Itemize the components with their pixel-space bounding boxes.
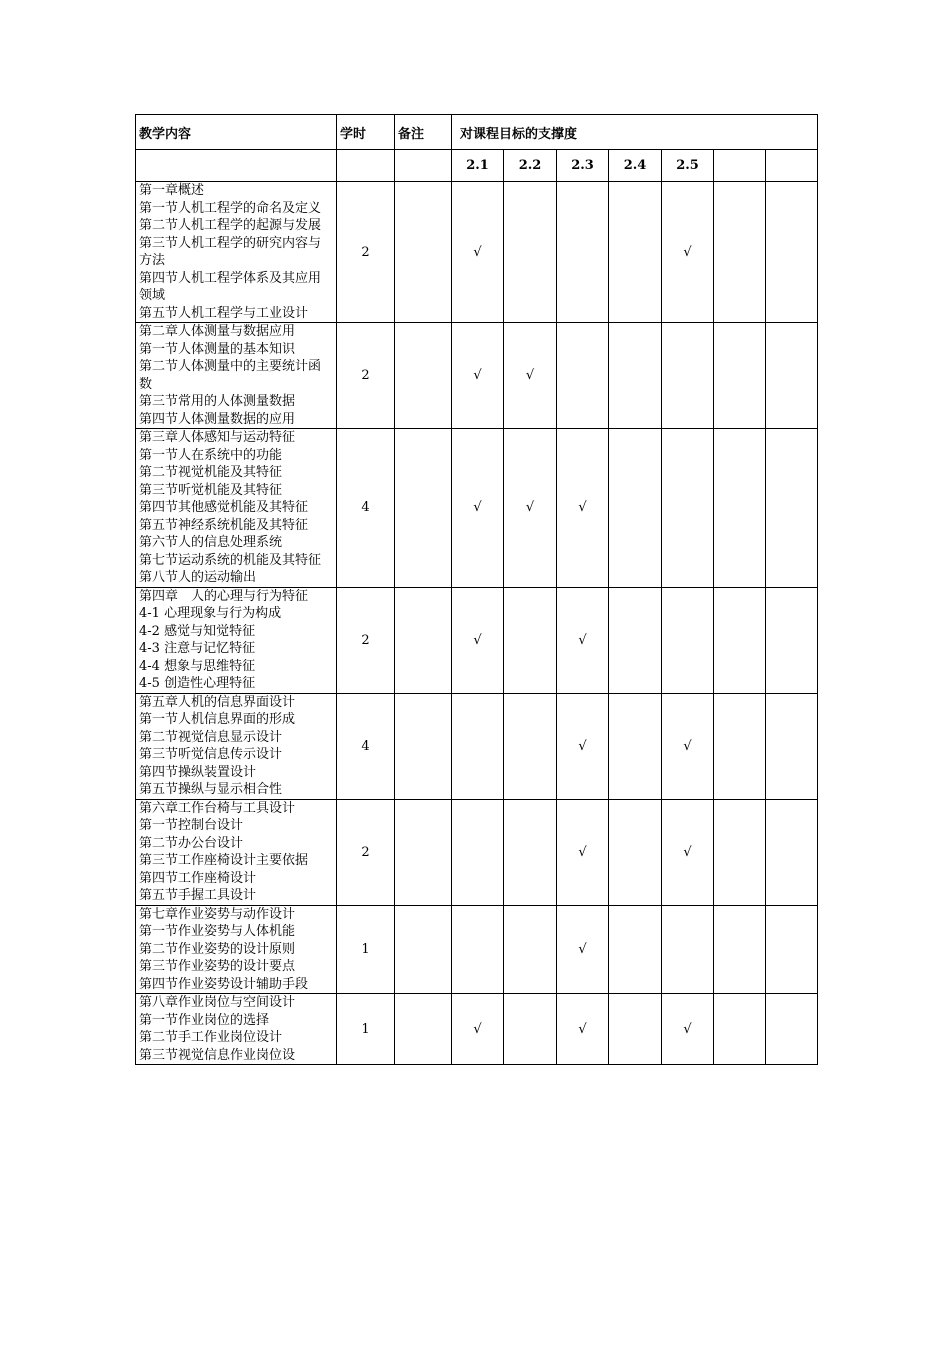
hours-cell: 2 (337, 799, 395, 905)
support-mark-cell: √ (452, 182, 504, 323)
support-mark-cell (714, 182, 766, 323)
section-line: 第二节作业姿势的设计原则 (139, 941, 296, 957)
chapter-title: 第七章作业姿势与动作设计 (139, 906, 296, 922)
objective-cell: 2.1 (452, 150, 504, 182)
support-mark-cell (452, 905, 504, 994)
support-mark-cell (609, 693, 662, 799)
section-line: 第五节人机工程学与工业设计 (139, 305, 309, 321)
hours-cell: 1 (337, 905, 395, 994)
support-mark-cell (557, 182, 609, 323)
chapter-title: 第五章人机的信息界面设计 (139, 694, 296, 710)
support-mark-cell (714, 587, 766, 693)
hours-cell: 2 (337, 323, 395, 429)
header-content: 教学内容 (136, 115, 337, 150)
support-mark-cell (504, 799, 557, 905)
support-mark-cell (504, 693, 557, 799)
note-cell (395, 182, 452, 323)
section-line: 第四节工作座椅设计 (139, 870, 257, 886)
support-mark-cell (766, 994, 818, 1065)
support-mark-cell: √ (662, 693, 714, 799)
note-cell (395, 994, 452, 1065)
section-line: 第四节人体测量数据的应用 (139, 411, 296, 427)
section-line: 第一节作业岗位的选择 (139, 1012, 270, 1028)
support-mark-cell: √ (557, 587, 609, 693)
support-mark-cell: √ (557, 905, 609, 994)
support-mark-cell (766, 429, 818, 588)
support-mark-cell: √ (452, 323, 504, 429)
section-line: 4-4 想象与思维特征 (139, 658, 256, 674)
chapter-title: 第三章人体感知与运动特征 (139, 430, 296, 445)
chapter-title: 第二章人体测量与数据应用 (139, 324, 296, 339)
section-line: 第二节视觉信息显示设计 (139, 729, 283, 745)
support-mark-cell (609, 323, 662, 429)
support-mark-cell: √ (662, 182, 714, 323)
note-cell (395, 905, 452, 994)
support-mark-cell: √ (452, 587, 504, 693)
objective-cell (714, 150, 766, 182)
support-mark-cell (609, 429, 662, 588)
section-line: 第六节人的信息处理系统 (139, 535, 283, 550)
support-mark-cell: √ (504, 429, 557, 588)
support-mark-cell (609, 905, 662, 994)
content-cell (136, 693, 337, 799)
support-mark-cell (557, 323, 609, 429)
section-line: 第三节常用的人体测量数据 (139, 394, 296, 409)
note-cell (395, 587, 452, 693)
section-line: 第二节视觉机能及其特征 (139, 465, 283, 480)
content-cell (136, 994, 337, 1065)
section-line: 第三节作业姿势的设计要点 (139, 959, 296, 974)
support-mark-cell (609, 994, 662, 1065)
support-mark-cell (766, 693, 818, 799)
section-line: 第五节操纵与显示相合性 (139, 782, 283, 797)
support-mark-cell (609, 182, 662, 323)
content-cell (136, 323, 337, 429)
support-mark-cell: √ (557, 429, 609, 588)
support-mark-cell: √ (662, 799, 714, 905)
support-mark-cell (504, 182, 557, 323)
support-mark-cell (662, 587, 714, 693)
section-line: 第三节人机工程学的研究内容与方法 (139, 235, 322, 268)
section-line: 4-5 创造性心理特征 (139, 676, 256, 691)
objective-cell: 2.3 (557, 150, 609, 182)
section-line: 第二节人机工程学的起源与发展 (139, 218, 322, 233)
syllabus-table (135, 114, 818, 1065)
support-mark-cell (662, 323, 714, 429)
chapter-title: 第一章概述 (139, 183, 205, 198)
hours-cell: 2 (337, 587, 395, 693)
section-line: 第一节人机信息界面的形成 (139, 712, 296, 727)
support-mark-cell (452, 799, 504, 905)
section-line: 第一节人体测量的基本知识 (139, 341, 296, 357)
note-cell (395, 323, 452, 429)
support-mark-cell (766, 182, 818, 323)
support-mark-cell (662, 905, 714, 994)
chapter-row (136, 323, 818, 429)
objectives-row (136, 150, 818, 182)
support-mark-cell (766, 587, 818, 693)
support-mark-cell (504, 587, 557, 693)
section-line: 第五节神经系统机能及其特征 (139, 517, 309, 533)
section-line: 第五节手握工具设计 (139, 888, 257, 903)
support-mark-cell: √ (557, 994, 609, 1065)
section-line: 第三节视觉信息作业岗位设 (139, 1047, 296, 1063)
support-mark-cell (504, 905, 557, 994)
hours-cell: 4 (337, 429, 395, 588)
section-line: 第二节人体测量中的主要统计函数 (139, 359, 322, 392)
chapter-row (136, 182, 818, 323)
objective-cell: 2.4 (609, 150, 662, 182)
chapter-title: 第四章 人的心理与行为特征 (139, 588, 309, 604)
section-line: 第四节操纵装置设计 (139, 764, 257, 780)
support-mark-cell (609, 587, 662, 693)
support-mark-cell (766, 905, 818, 994)
objective-cell: 2.5 (662, 150, 714, 182)
chapter-row (136, 429, 818, 588)
header-support: 对课程目标的支撑度 (452, 115, 818, 150)
section-line: 4-3 注意与记忆特征 (139, 641, 256, 656)
chapter-title: 第六章工作台椅与工具设计 (139, 800, 296, 816)
content-cell (136, 182, 337, 323)
support-mark-cell: √ (452, 994, 504, 1065)
content-cell (136, 799, 337, 905)
content-cell (136, 587, 337, 693)
section-line: 第八节人的运动输出 (139, 570, 257, 585)
support-mark-cell: √ (662, 994, 714, 1065)
section-line: 第一节作业姿势与人体机能 (139, 924, 296, 939)
support-mark-cell (714, 693, 766, 799)
chapter-title: 第八章作业岗位与空间设计 (139, 995, 296, 1010)
note-cell (395, 429, 452, 588)
header-note: 备注 (395, 115, 452, 150)
section-line: 第一节人在系统中的功能 (139, 447, 283, 463)
support-mark-cell (714, 429, 766, 588)
support-mark-cell (766, 799, 818, 905)
objectives-blank-hours (337, 150, 395, 182)
section-line: 第三节听觉信息传示设计 (139, 747, 283, 762)
support-mark-cell (714, 905, 766, 994)
section-line: 4-2 感觉与知觉特征 (139, 623, 256, 639)
support-mark-cell (714, 799, 766, 905)
section-line: 第三节工作座椅设计主要依据 (139, 853, 309, 868)
section-line: 第二节手工作业岗位设计 (139, 1030, 283, 1045)
hours-cell: 4 (337, 693, 395, 799)
support-mark-cell (662, 429, 714, 588)
support-mark-cell (714, 323, 766, 429)
section-line: 第三节听觉机能及其特征 (139, 482, 283, 498)
chapter-row (136, 799, 818, 905)
support-mark-cell: √ (557, 693, 609, 799)
objective-cell: 2.2 (504, 150, 557, 182)
note-cell (395, 693, 452, 799)
section-line: 4-1 心理现象与行为构成 (139, 606, 282, 621)
hours-cell: 2 (337, 182, 395, 323)
header-hours: 学时 (337, 115, 395, 150)
section-line: 第四节作业姿势设计辅助手段 (139, 976, 309, 992)
chapter-row (136, 905, 818, 994)
chapter-row (136, 587, 818, 693)
chapter-row (136, 693, 818, 799)
support-mark-cell: √ (557, 799, 609, 905)
support-mark-cell (714, 994, 766, 1065)
section-line: 第四节其他感觉机能及其特征 (139, 500, 309, 515)
objectives-blank-content (136, 150, 337, 182)
support-mark-cell (504, 994, 557, 1065)
support-mark-cell (766, 323, 818, 429)
hours-cell: 1 (337, 994, 395, 1065)
section-line: 第七节运动系统的机能及其特征 (139, 552, 322, 568)
header-row (136, 115, 818, 150)
section-line: 第一节控制台设计 (139, 818, 244, 833)
chapter-row (136, 994, 818, 1065)
section-line: 第四节人机工程学体系及其应用领域 (139, 270, 322, 303)
objectives-blank-note (395, 150, 452, 182)
support-mark-cell: √ (504, 323, 557, 429)
support-mark-cell (452, 693, 504, 799)
note-cell (395, 799, 452, 905)
section-line: 第二节办公台设计 (139, 835, 244, 851)
content-cell (136, 429, 337, 588)
objective-cell (766, 150, 818, 182)
section-line: 第一节人机工程学的命名及定义 (139, 200, 322, 216)
support-mark-cell (609, 799, 662, 905)
content-cell (136, 905, 337, 994)
support-mark-cell: √ (452, 429, 504, 588)
